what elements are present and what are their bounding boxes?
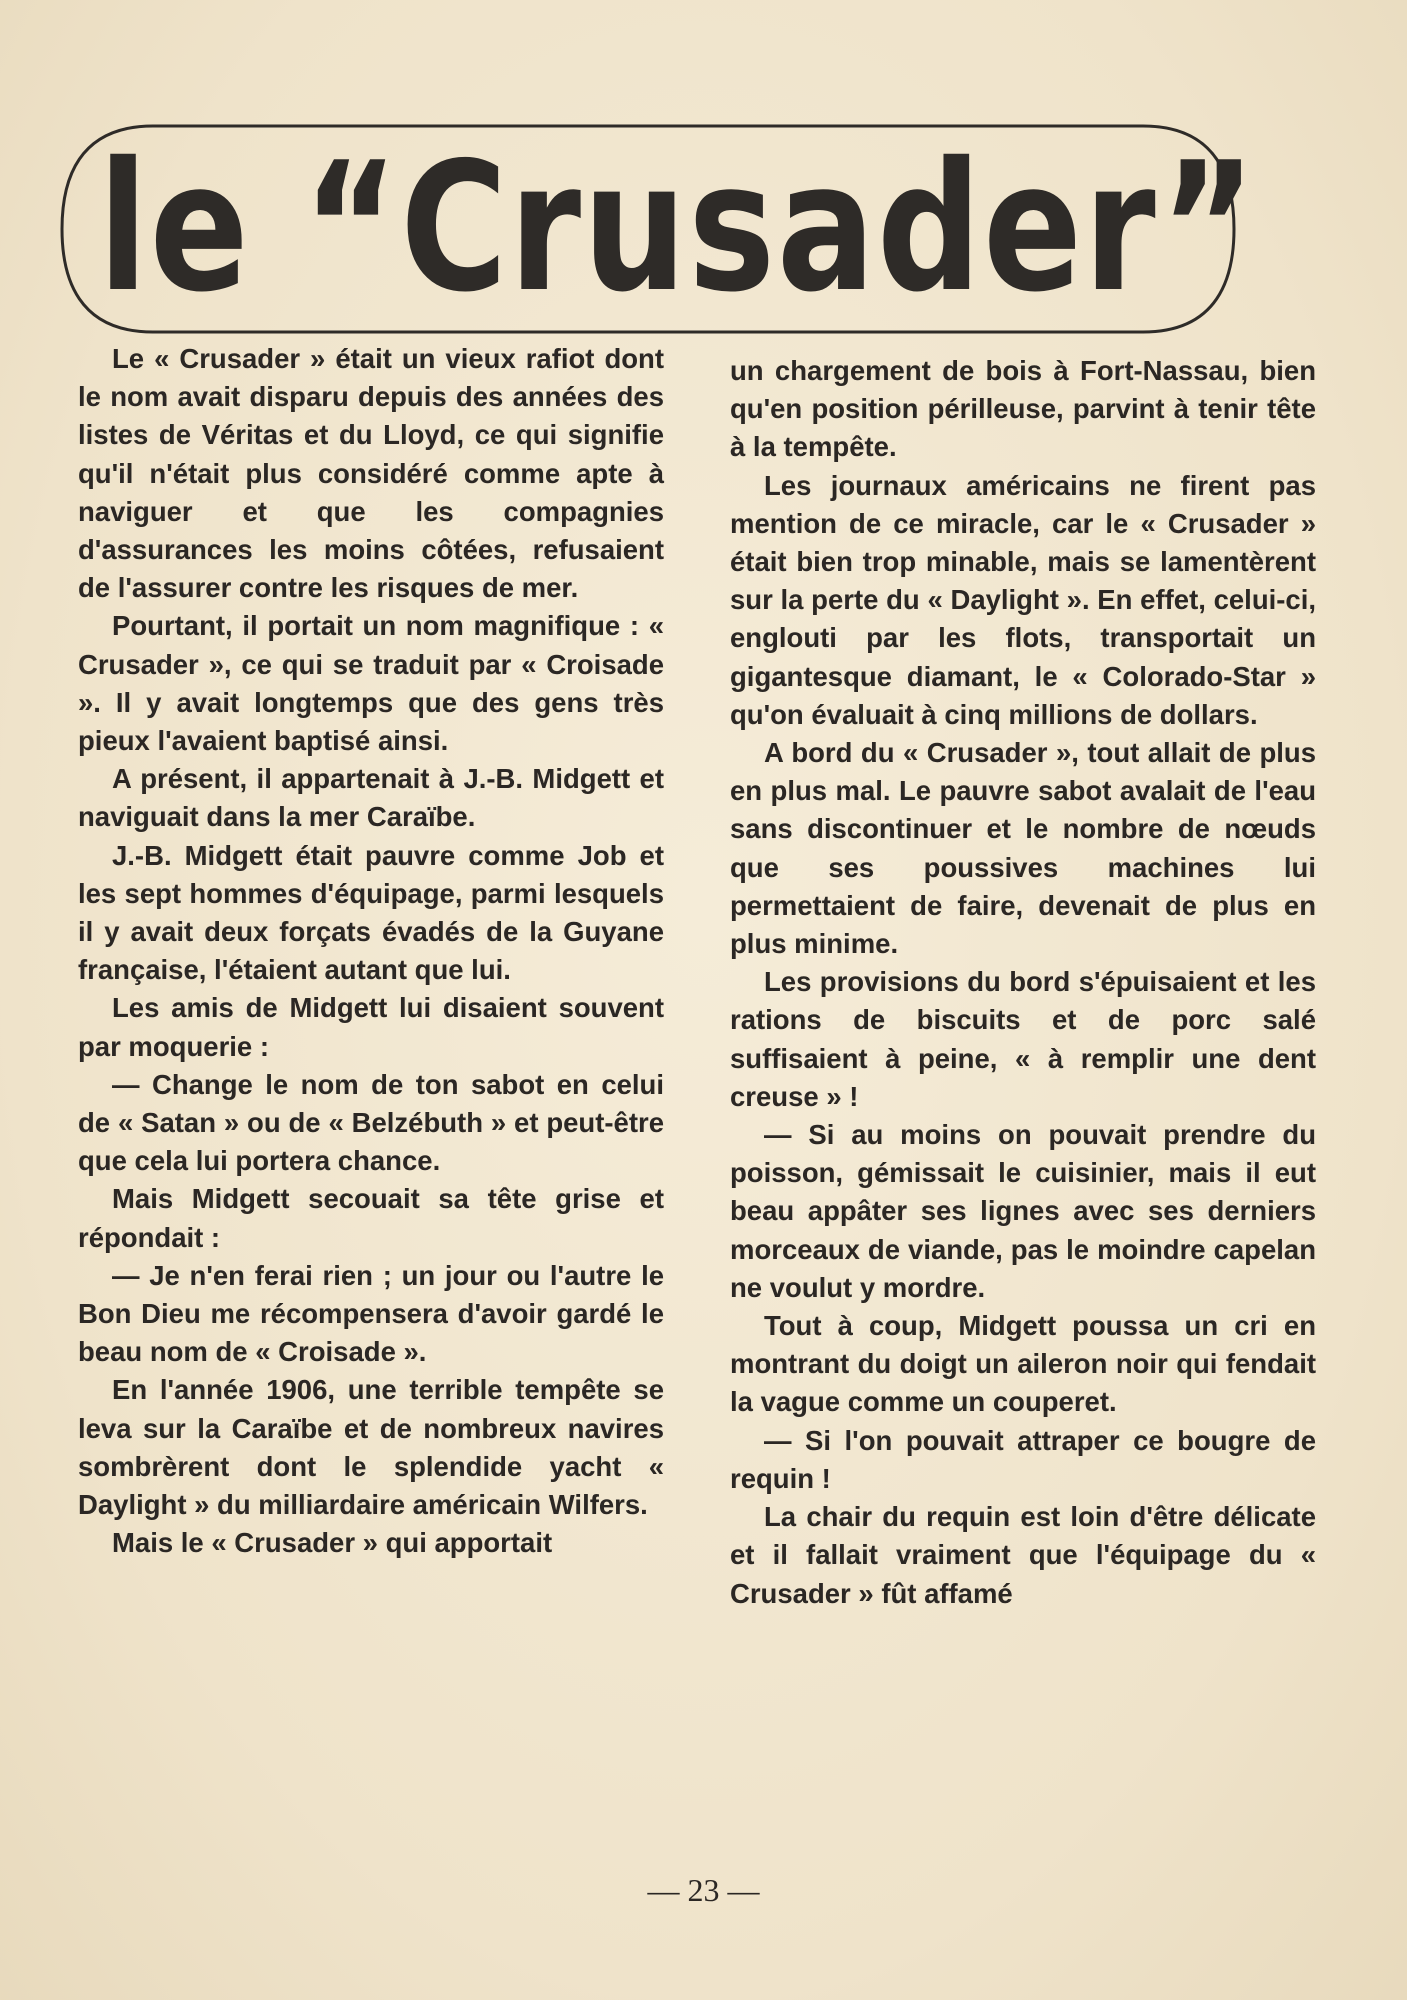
paragraph: — Si l'on pouvait attraper ce bougre de requin !: [730, 1424, 1316, 1494]
paragraph: Le « Crusader » était un vieux rafiot dont le nom avait disparu depuis des années des listes de Véritas et du Lloyd, ce qui signifie qu'il n'était plus considéré comme apte à naviguer et que les compagnies d'assurances les moins côtées, refusaient de l'assurer contre les risques de mer.: [78, 343, 664, 604]
paragraph: Les provisions du bord s'épuisaient et les rations de biscuits et de porc salé suffisaient à peine, « à remplir une dent creuse » !: [730, 966, 1316, 1112]
page-number: — 23 —: [647, 1872, 760, 1908]
paragraph: Mais Midgett secouait sa tête grise et répondait :: [78, 1183, 664, 1253]
right-column: [730, 352, 1316, 1613]
paragraph: — Je n'en ferai rien ; un jour ou l'autre le Bon Dieu me récompensera d'avoir gardé le beau nom de « Croisade ».: [78, 1259, 664, 1368]
paragraph: Tout à coup, Midgett poussa un cri en montrant du doigt un aileron noir qui fendait la vague comme un couperet.: [730, 1310, 1316, 1418]
paragraph: — Si au moins on pouvait prendre du poisson, gémissait le cuisinier, mais il eut beau appâter ses lignes avec ses derniers morceaux de viande, pas le moindre capelan ne voulut y mordre.: [730, 1119, 1316, 1303]
title-banner: [58, 120, 1258, 338]
left-column: [78, 340, 664, 1563]
paragraph: A bord du « Crusader », tout allait de plus en plus mal. Le pauvre sabot avalait de l'eau sans discontinuer et le nombre de nœuds que ses poussives machines lui permettaient de faire, devenait de plus en plus minime.: [730, 737, 1316, 960]
paragraph: A présent, il appartenait à J.-B. Midgett et naviguait dans la mer Caraïbe.: [78, 763, 664, 833]
paragraph: Pourtant, il portait un nom magnifique : « Crusader », ce qui se traduit par « Croisade ». Il y avait longtemps que des gens très pieux l'avaient baptisé ainsi.: [78, 610, 664, 757]
paragraph: — Change le nom de ton sabot en celui de « Satan » ou de « Belzébuth » et peut-être que cela lui portera chance.: [78, 1068, 664, 1177]
paragraph: En l'année 1906, une terrible tempête se leva sur la Caraïbe et de nombreux navires sombrèrent dont le splendide yacht « Daylight » du milliardaire américain Wilfers.: [78, 1374, 664, 1521]
paragraph: Les amis de Midgett lui disaient souvent par moquerie :: [78, 992, 664, 1062]
paragraph: La chair du requin est loin d'être délicate et il fallait vraiment que l'équipage du « Crusader » fût affamé: [730, 1501, 1316, 1609]
paragraph: Les journaux américains ne firent pas mention de ce miracle, car le « Crusader » était bien trop minable, mais se lamentèrent sur la perte du « Daylight ». En effet, celui-ci, englouti par les flots, transportait un gigantesque diamant, le « Colorado-Star » qu'on évaluait à cinq millions de dollars.: [730, 469, 1316, 730]
paragraph: J.-B. Midgett était pauvre comme Job et les sept hommes d'équipage, parmi lesquels il y avait deux forçats évadés de la Guyane française, l'étaient autant que lui.: [78, 839, 664, 986]
paragraph: Mais le « Crusader » qui apportait: [112, 1527, 553, 1559]
article-title: le “Crusader”: [98, 124, 1258, 331]
paragraph-continuation: un chargement de bois à Fort-Nassau, bien qu'en position périlleuse, parvint à tenir tête à la tempête.: [730, 355, 1316, 463]
